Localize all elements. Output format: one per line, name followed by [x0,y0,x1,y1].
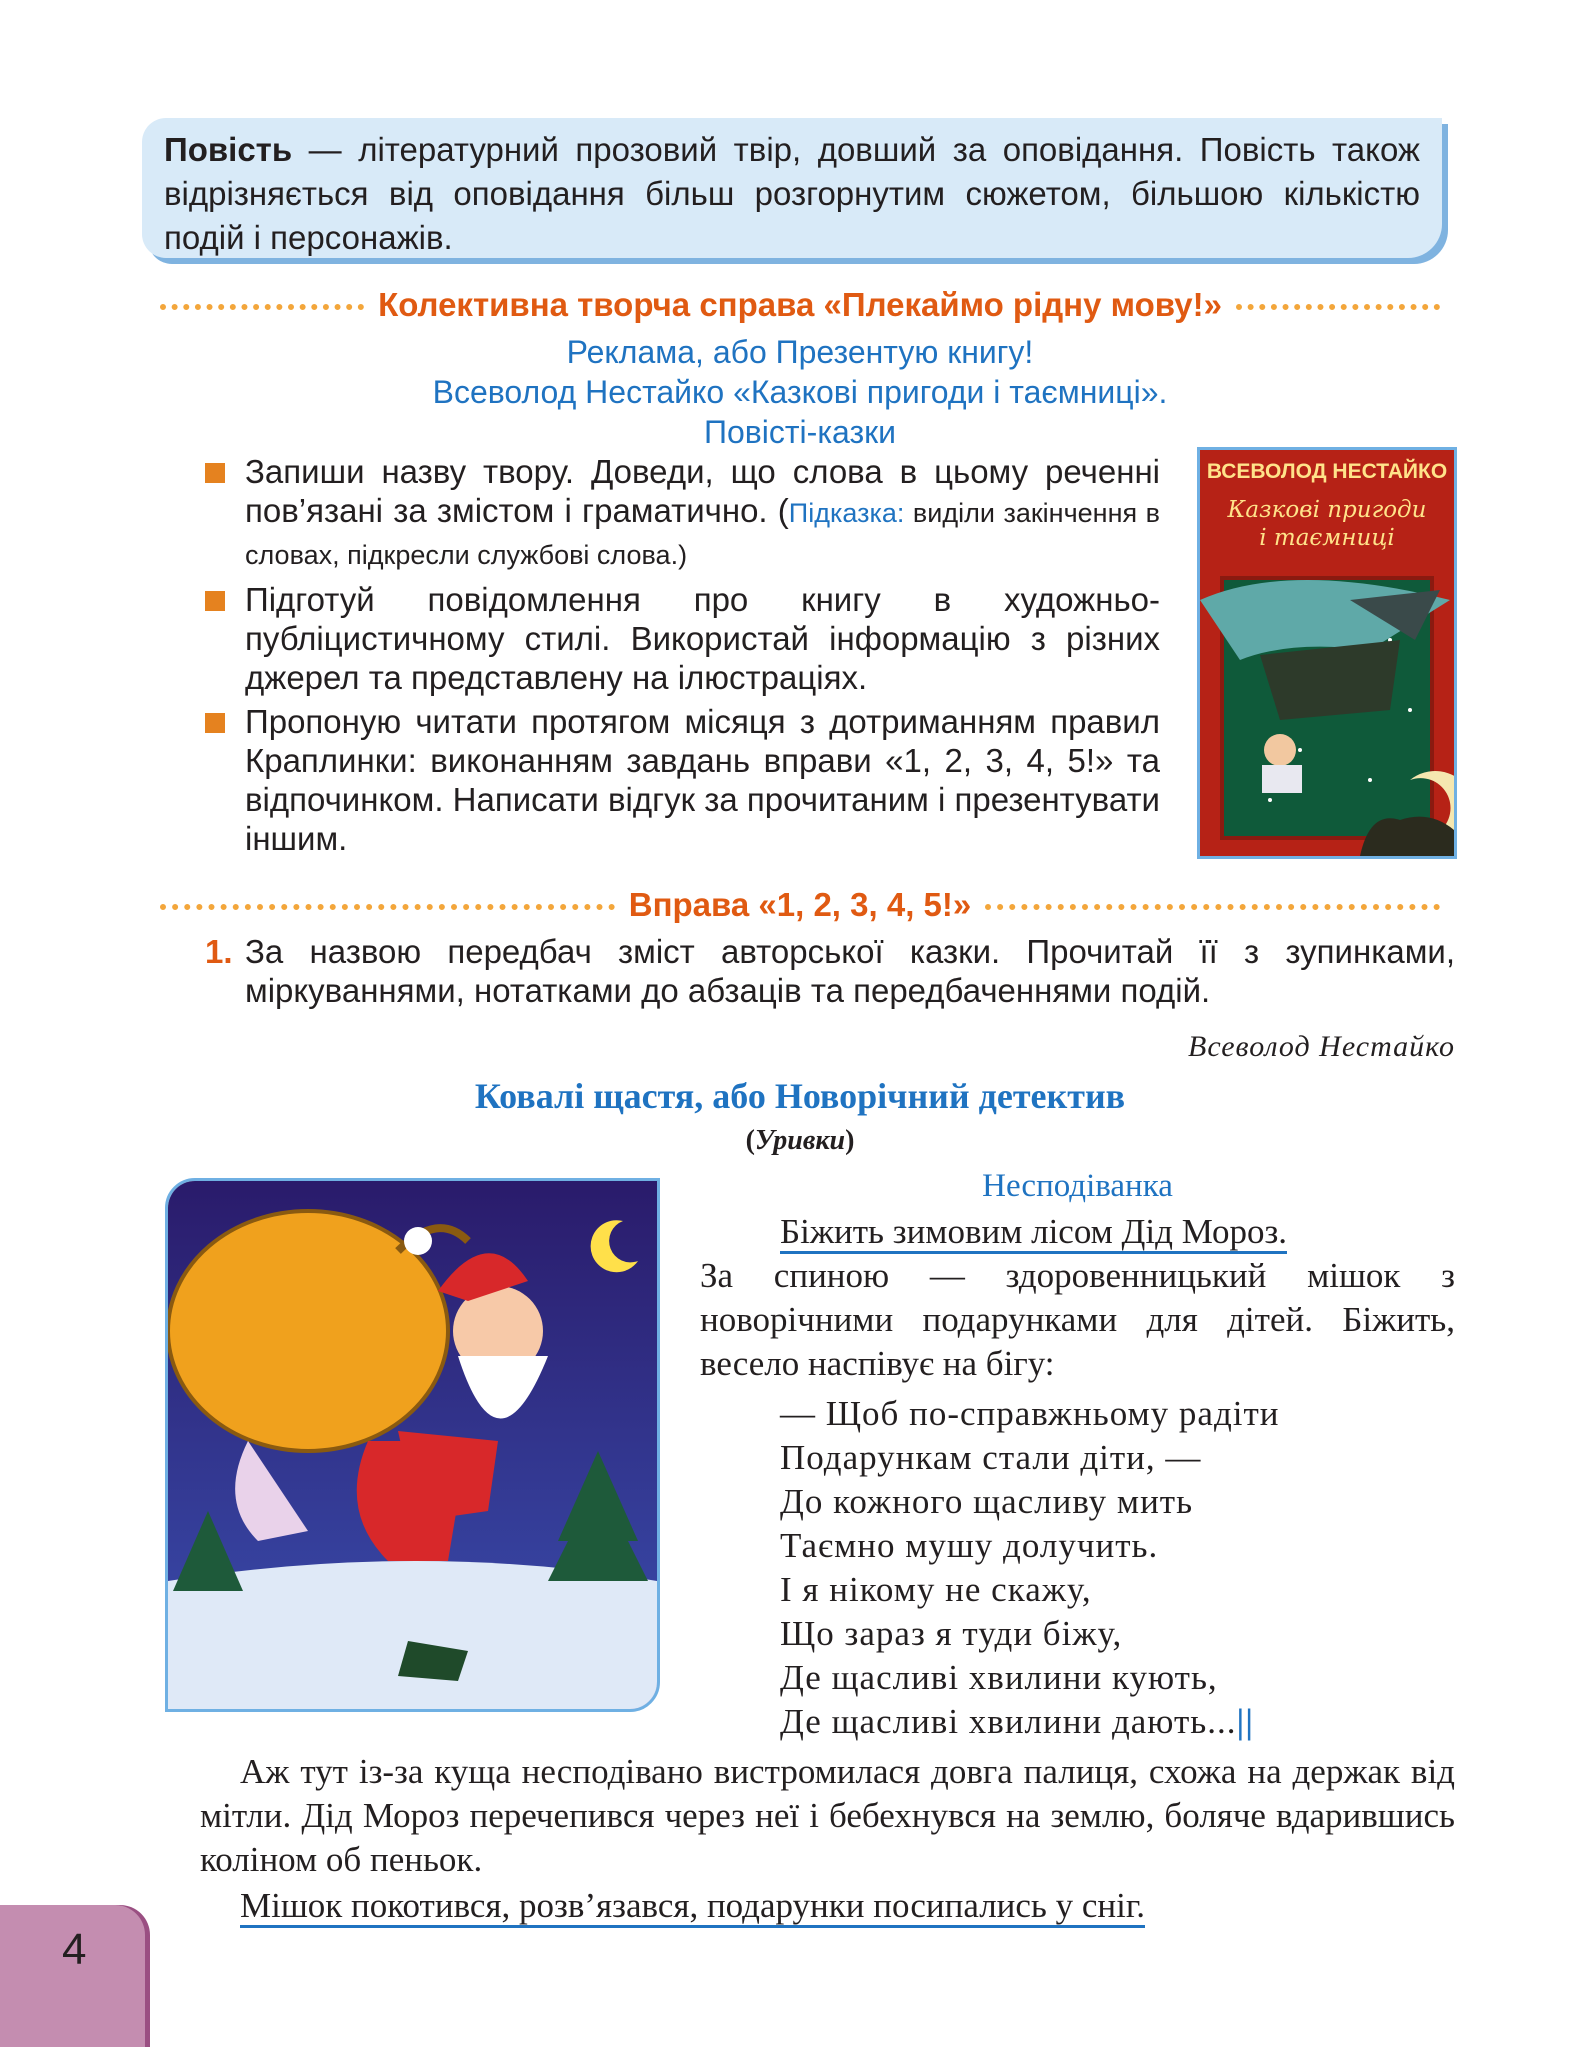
poem-line: До кожного щасливу мить [780,1482,1194,1521]
book-cover-image [1197,447,1457,859]
task-item [205,580,1160,697]
task-text: Підготуй повідомлення про книгу в художньо-публіцистичному стилі. Використай інформацію з різних джерел та представлену на ілюстраціях. [245,581,1160,696]
bullet-square-icon [205,713,225,733]
exercise-number: 1. [205,933,233,970]
story-section-title: Несподіванка [982,1168,1173,1204]
book-author: ВСЕВОЛОД НЕСТАЙКО [1206,460,1448,483]
santa-drawing [168,1181,657,1709]
task-item [205,452,1160,575]
dots-left [160,304,364,310]
story-paragraph-2: Аж тут із-за куща несподівано вистромилася довга палиця, схожа на держак від мітли. Дід Мороз перечепився через неї і бебехнувся на землю, боляче вдарившись коліном об пеньок. [200,1752,1455,1879]
book-title-line-2: і таємниці [1259,525,1395,551]
task-item [205,702,1160,858]
hint-text: виділи закінчення в словах, підкресли службові слова.) [245,498,1160,570]
poem-line: Де щасливі хвилини кують, [780,1658,1218,1697]
underlined-sentence: Біжить зимовим лісом Дід Мороз. [780,1212,1287,1254]
poem-line: Подарункам стали діти, — [780,1438,1202,1477]
project-heading [160,285,1440,325]
page-number: 4 [62,1925,87,1974]
story-title: Ковалі щастя, або Новорічний детектив [474,1076,1126,1116]
bullet-square-icon [205,591,225,611]
pause-mark: || [1236,1702,1254,1741]
book-title-line-1: Казкові пригоди [1227,497,1427,523]
exercise-heading [160,885,1440,925]
project-line-3: Повісті-казки [703,414,896,450]
poem-line: Де щасливі хвилини дають... [780,1702,1237,1741]
poem-line: Таємно мушу долучить. [780,1526,1159,1565]
project-line-2: Всеволод Нестайко «Казкові пригоди і таємниці». [432,374,1168,410]
project-heading-title: Колективна творча справа «Плекаймо рідну мову!» [378,286,1222,323]
definition-text [164,128,1420,260]
exercise-heading-title: Вправа «1, 2, 3, 4, 5!» [628,886,972,923]
story-subtitle-text: Уривки [754,1125,846,1156]
story-subtitle-open: ( [745,1125,755,1156]
poem-line: — Щоб по-справжньому радіти [780,1394,1280,1433]
poem [780,1392,1280,1744]
story-paragraph-1 [700,1210,1455,1386]
dots-left [160,904,615,910]
book-illustration [1200,450,1454,856]
bullet-square-icon [205,463,225,483]
page-number-tab [0,1905,145,2047]
exercise-task [205,932,1455,1010]
definition-box [142,118,1442,258]
dots-right [985,904,1440,910]
story-paragraph-1-rest: За спиною — здоровенницький мішок з новорічними подарунками для дітей. Біжить, весело наспівує на бігу: [700,1256,1455,1383]
santa-illustration [165,1178,660,1712]
dots-right [1236,304,1440,310]
task-text: Запиши назву твору. Доведи, що слова в цьому реченні пов’язані за змістом і граматично. ( [245,453,1160,529]
story-author: Всеволод Нестайко [1188,1030,1455,1063]
story-subtitle-close: ) [845,1125,855,1156]
story-paragraph-3 [200,1884,1455,1928]
underlined-sentence: Мішок покотився, розв’язався, подарунки посипались у сніг. [240,1886,1145,1928]
hint-label: Підказка: [788,498,905,528]
poem-line: Що зараз я туди біжу, [780,1614,1123,1653]
story-subtitle [160,1125,1440,1157]
task-list [205,452,1160,863]
poem-line: І я нікому не скажу, [780,1570,1092,1609]
definition-body: — літературний прозовий твір, довший за оповідання. Повість також відрізняється від оповідання більш розгорнутим сюжетом, більшою кількістю подій і персонажів. [164,131,1420,256]
project-line-1: Реклама, або Презентую книгу! [566,334,1034,370]
exercise-text: За назвою передбач зміст авторської казки. Прочитай її з зупинками, міркуваннями, нотатками до абзаців та передбаченнями подій. [245,933,1455,1009]
task-text: Пропоную читати протягом місяця з дотриманням правил Краплинки: виконанням завдань вправи «1, 2, 3, 4, 5!» та відпочинком. Написати відгук за прочитаним і презентувати іншим. [245,703,1160,857]
definition-term: Повість [164,131,293,168]
